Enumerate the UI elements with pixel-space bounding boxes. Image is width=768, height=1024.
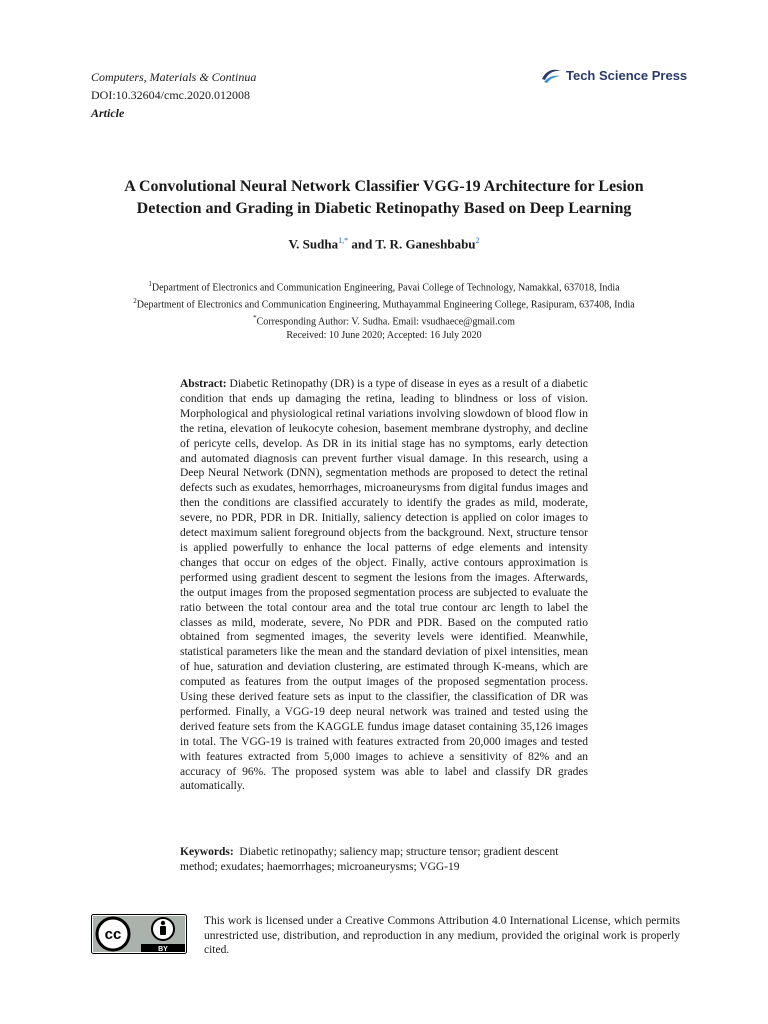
cc-text: cc	[104, 926, 122, 943]
author-ganeshbabu-affil[interactable]: 2	[475, 236, 480, 245]
affiliation-2	[60, 295, 708, 312]
corresponding-mark: *	[253, 313, 257, 322]
doi[interactable]: DOI:10.32604/cmc.2020.012008	[91, 88, 250, 102]
publisher-logo	[540, 66, 687, 84]
abstract	[180, 377, 588, 794]
cc-by-license-icon[interactable]	[91, 914, 187, 954]
dates: Received: 10 June 2020; Accepted: 16 July 2020	[286, 329, 482, 341]
author-ganeshbabu: T. R. Ganeshbabu	[375, 236, 476, 252]
keywords-label: Keywords:	[180, 846, 234, 858]
author-sudha: V. Sudha	[288, 236, 339, 252]
corresponding-text: Corresponding Author: V. Sudha. Email: vsudhaece@gmail.com	[256, 316, 515, 328]
title-line-1: A Convolutional Neural Network Classifier VGG-19 Architecture for Lesion	[124, 178, 644, 195]
author-conjunction: and	[351, 236, 373, 252]
license-statement: This work is licensed under a Creative Commons Attribution 4.0 International License, which permits unrestricted use, distribution, and reproduction in any medium, provided the original work is properly cited.	[204, 915, 680, 956]
affiliation-1	[60, 278, 708, 295]
keywords-text: Diabetic retinopathy; saliency map; structure tensor; gradient descent method; exudates; haemorrhages; microaneurysms; VGG-19	[180, 846, 559, 873]
affiliation-1-mark: 1	[148, 280, 152, 288]
abstract-text: Diabetic Retinopathy (DR) is a type of disease in eyes as a result of a diabetic condition that ends up damaging the retina, leading to blindness or loss of vision. Morphological and physiological retinal variations involving slowdown of blood flow in the retina, elevation of leukocyte cohesion, basement membrane dystrophy, and decline of pericyte cells, develop. As DR in its initial stage has no symptoms, early detection and automated diagnosis can prevent further visual damage. In this research, using a Deep Neural Network (DNN), segmentation methods are proposed to detect the retinal defects such as exudates, hemorrhages, microaneurysms from digital fundus images and then the conditions are classified accurately to identify the grades as mild, moderate, severe, no PDR, PDR in DR. Initially, saliency detection is applied on color images to detect maximum salient foreground objects from the background. Next, structure tensor is applied powerfully to enhance the local patterns of edge elements and intensity changes that occur on edges of the object. Finally, active contours approximation is performed using gradient descent to segment the lesions from the images. Afterwards, the output images from the proposed segmentation process are subjected to evaluate the ratio between the total contour area and the total true contour arc length to label the classes as mild, moderate, severe, No PDR and PDR. Based on the computed ratio obtained from segmented images, the severity levels were identified. Meanwhile, statistical parameters like the mean and the standard deviation of pixel intensities, mean of hue, saturation and deviation clustering, are estimated through K-means, which are computed as features from the output images of the proposed segmentation process. Using these derived feature sets as input to the classifier, the classification of DR was performed. Finally, a VGG-19 deep neural network was trained and tested using the derived feature sets from the KAGGLE fundus image dataset containing 35,126 images in total. The VGG-19 is trained with features extracted from 20,000 images and tested with features extracted from 5,000 images to achieve a sensitivity of 82% and an accuracy of 96%. The proposed system was able to label and classify DR grades automatically.	[180, 378, 589, 793]
abstract-label: Abstract:	[180, 378, 227, 390]
title-line-2: Detection and Grading in Diabetic Retinopathy Based on Deep Learning	[136, 200, 632, 217]
journal-name: Computers, Materials & Continua	[91, 70, 257, 84]
journal-header	[91, 68, 256, 122]
affiliations	[60, 278, 708, 342]
publisher-name: Tech Science Press	[566, 67, 688, 83]
affiliation-2-text: Department of Electronics and Communication Engineering, Muthayammal Engineering College, Rasipuram, 637408, India	[136, 299, 635, 311]
affiliation-2-mark: 2	[133, 296, 137, 305]
corresponding-author	[60, 312, 708, 329]
paper-title	[70, 176, 698, 220]
affiliation-1-text: Department of Electronics and Communication Engineering, Pavai College of Technology, Namakkal, 637018, India	[151, 282, 620, 294]
keywords	[180, 845, 588, 875]
by-text: BY	[158, 946, 168, 953]
article-type: Article	[91, 106, 125, 120]
publisher-swoosh-icon	[540, 66, 562, 84]
author-list	[70, 232, 698, 253]
author-sudha-affil[interactable]: 1,*	[338, 236, 349, 245]
